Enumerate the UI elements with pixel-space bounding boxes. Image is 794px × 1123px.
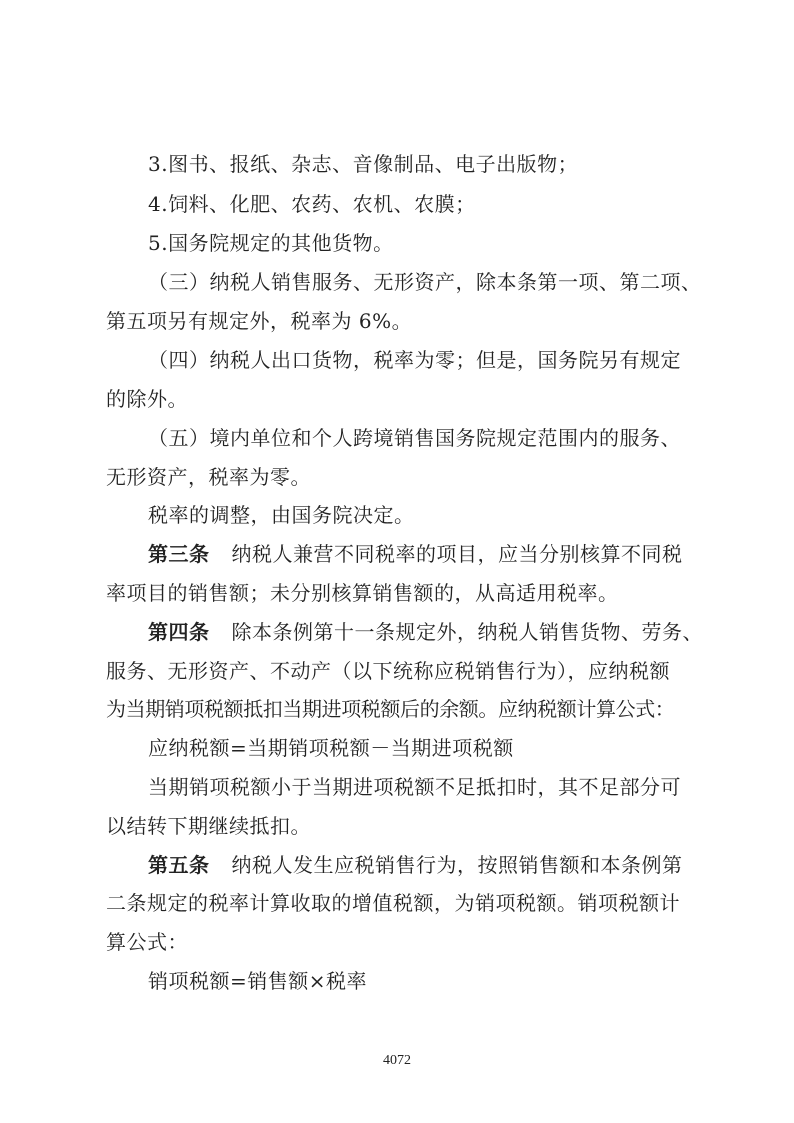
formula-line: 销项税额=销售额×税率 bbox=[148, 969, 368, 993]
article-heading: 第五条 bbox=[148, 853, 210, 877]
article-line: 第三条 纳税人兼营不同税率的项目，应当分别核算不同税 bbox=[148, 542, 683, 566]
paragraph-line: 以结转下期继续抵扣。 bbox=[106, 814, 311, 838]
paragraph-line: 率项目的销售额；未分别核算销售额的，从高适用税率。 bbox=[106, 581, 619, 605]
paragraph-line: 第五项另有规定外，税率为 6%。 bbox=[106, 309, 413, 333]
paragraph-line: 当期销项税额小于当期进项税额不足抵扣时，其不足部分可 bbox=[148, 775, 681, 799]
paragraph-line: （五）境内单位和个人跨境销售国务院规定范围内的服务、 bbox=[148, 426, 681, 450]
page-number: 4072 bbox=[383, 1053, 411, 1068]
article-heading: 第四条 bbox=[148, 620, 210, 644]
paragraph-line: 服务、无形资产、不动产（以下统称应税销售行为），应纳税额 bbox=[106, 659, 670, 683]
list-item: 3.图书、报纸、杂志、音像制品、电子出版物； bbox=[148, 152, 579, 176]
list-item: 5.国务院规定的其他货物。 bbox=[148, 231, 394, 255]
paragraph-line: （四）纳税人出口货物，税率为零；但是，国务院另有规定 bbox=[148, 348, 681, 372]
paragraph-line: 税率的调整，由国务院决定。 bbox=[148, 503, 415, 527]
paragraph-line: 为当期销项税额抵扣当期进项税额后的余额。应纳税额计算公式： bbox=[106, 697, 675, 721]
paragraph-line: 二条规定的税率计算收取的增值税额，为销项税额。销项税额计 bbox=[106, 891, 680, 915]
paragraph-line: 算公式： bbox=[106, 930, 188, 954]
paragraph-line: 无形资产，税率为零。 bbox=[106, 465, 311, 489]
paragraph-line: 的除外。 bbox=[106, 387, 188, 411]
article-line: 第五条 纳税人发生应税销售行为，按照销售额和本条例第 bbox=[148, 853, 683, 877]
paragraph-line: （三）纳税人销售服务、无形资产，除本条第一项、第二项、 bbox=[148, 270, 702, 294]
article-line: 第四条 除本条例第十一条规定外，纳税人销售货物、劳务、 bbox=[148, 620, 703, 644]
formula-line: 应纳税额=当期销项税额－当期进项税额 bbox=[148, 736, 514, 760]
list-item: 4.饲料、化肥、农药、农机、农膜； bbox=[148, 192, 476, 216]
article-heading: 第三条 bbox=[148, 542, 210, 566]
